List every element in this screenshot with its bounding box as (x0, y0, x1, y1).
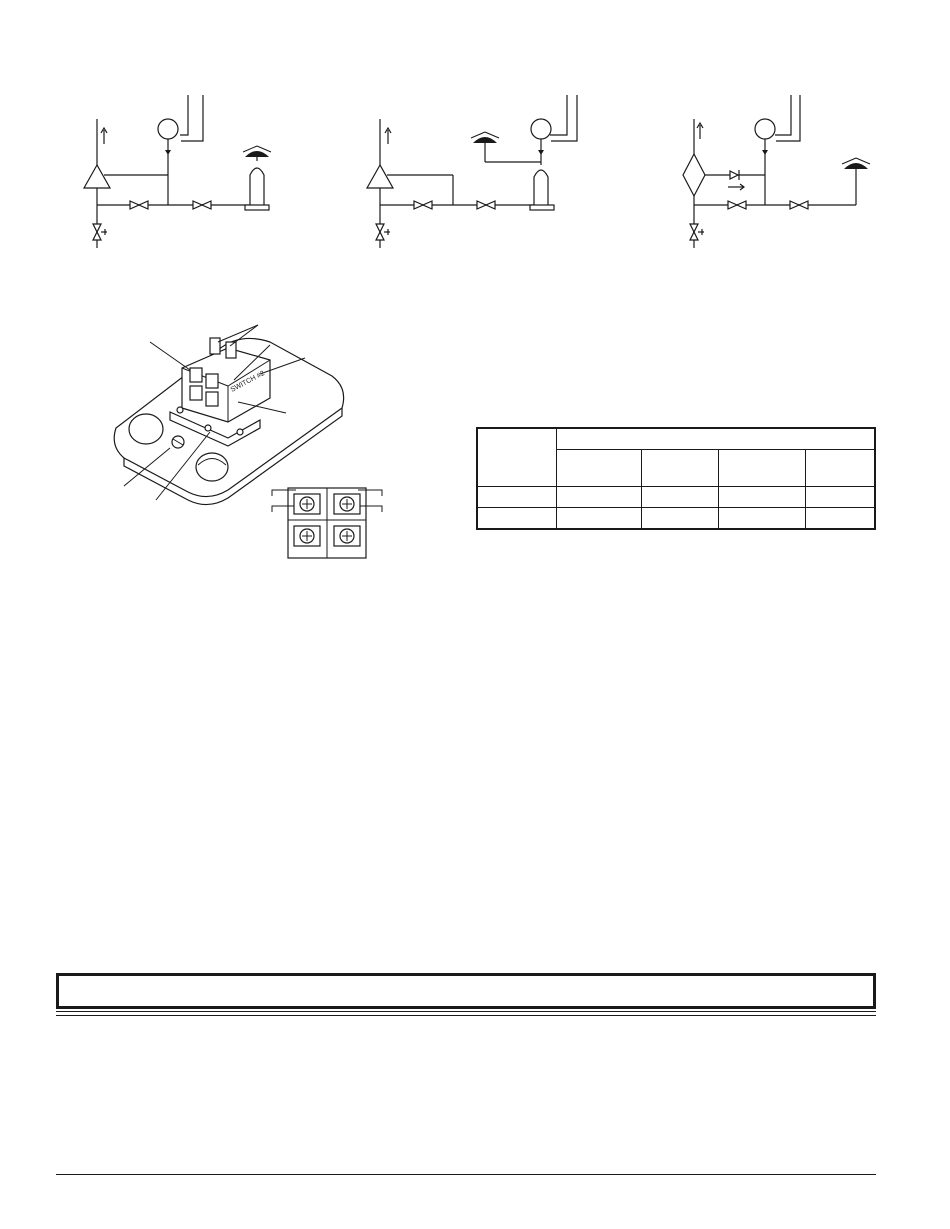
piping-diagram-2 (364, 95, 584, 255)
section-divider (56, 1011, 876, 1016)
table-cell (719, 487, 806, 508)
table-cell (477, 487, 557, 508)
drain-valve-icon (93, 224, 107, 240)
table-header-cell (719, 450, 806, 487)
table-header-cell (477, 428, 557, 487)
table-cell (642, 487, 719, 508)
table-cell (806, 487, 876, 508)
drain-valve-icon (376, 224, 390, 240)
terminal-detail-inset (268, 482, 386, 560)
gate-valve-icon (477, 201, 495, 209)
table-cell (557, 487, 642, 508)
outlet-arrow-icon (697, 123, 703, 139)
gate-valve-icon (790, 201, 808, 209)
table-cell (477, 508, 557, 530)
table-cell (642, 508, 719, 530)
switch-number-label: SWITCH #2 (229, 370, 266, 394)
table-header-cell (557, 450, 642, 487)
gate-valve-icon (193, 201, 211, 209)
table-cell (557, 508, 642, 530)
notice-box (56, 973, 876, 1009)
tank-icon (243, 146, 271, 161)
piping-diagram-1 (80, 95, 300, 255)
outlet-arrow-icon (385, 128, 391, 144)
tank-icon (842, 158, 870, 169)
check-valve-icon (728, 170, 744, 190)
table-row (477, 428, 875, 450)
table-header-cell (557, 428, 876, 450)
piping-diagram-3 (676, 95, 896, 255)
table-cell (719, 508, 806, 530)
table-row (477, 487, 875, 508)
footer-rule (56, 1174, 876, 1175)
table-header-cell (806, 450, 876, 487)
tank-icon (471, 132, 499, 143)
drain-valve-icon (690, 224, 704, 240)
table-cell (806, 508, 876, 530)
mounting-hole (129, 414, 163, 444)
outlet-arrow-icon (101, 128, 107, 144)
spec-table (476, 427, 876, 530)
table-header-cell (642, 450, 719, 487)
gate-valve-icon (414, 201, 432, 209)
gate-valve-icon (130, 201, 148, 209)
mounting-hole (196, 453, 228, 481)
gate-valve-icon (728, 201, 746, 209)
table-row (477, 508, 875, 530)
